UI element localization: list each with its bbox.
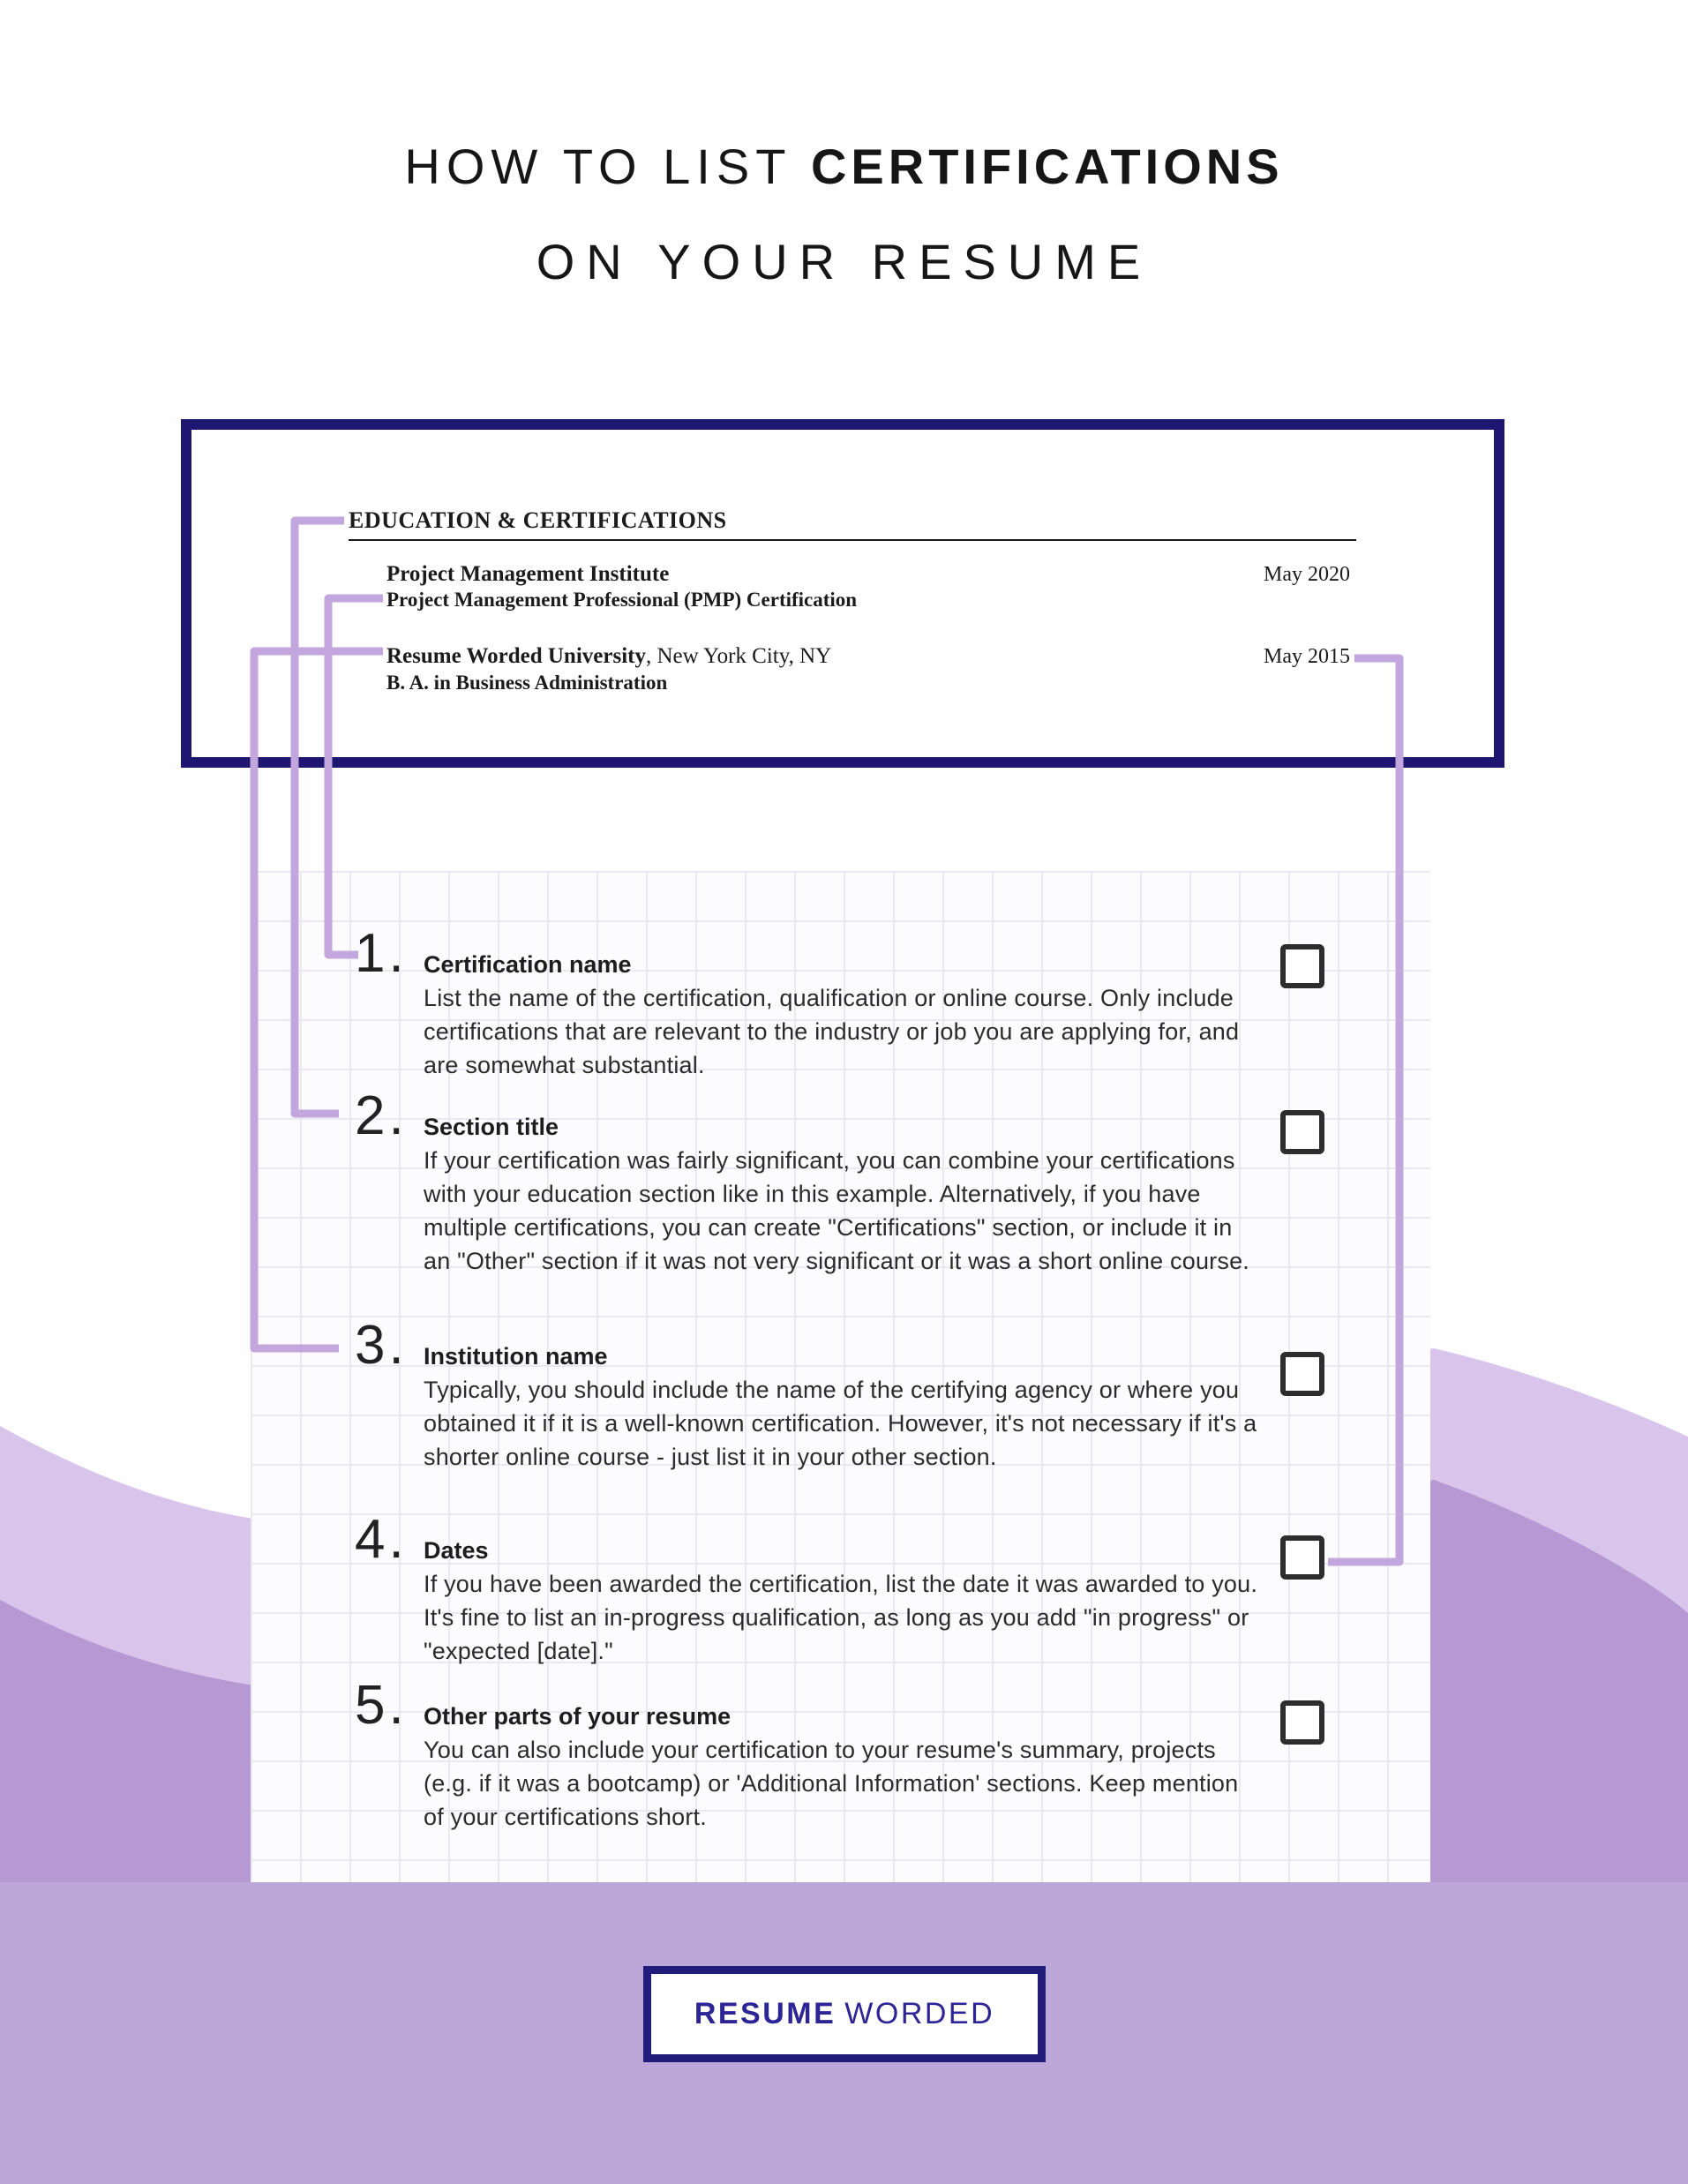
item-body [424, 1340, 1262, 1474]
checkbox-icon [1280, 1700, 1324, 1745]
resume-entry-detail: Project Management Professional (PMP) Certification [386, 589, 858, 611]
list-item [355, 1085, 1290, 1278]
item-body [424, 1110, 1262, 1278]
item-title: Dates [424, 1537, 489, 1564]
resume-entry-date: May 2015 [1264, 645, 1350, 668]
item-number: 2. [355, 1085, 408, 1146]
resume-entry-date: May 2020 [1264, 563, 1350, 586]
item-body [424, 948, 1262, 1082]
item-description: List the name of the certification, qualification or online course. Only include certifications that are relevant to the industry or job you are applying for, and are somewhat substantial. [424, 985, 1240, 1078]
page-title-regular: HOW TO LIST [404, 139, 811, 194]
checkbox-icon [1280, 944, 1324, 988]
item-description: You can also include your certification to your resume's summary, projects (e.g. if it was a bootcamp) or 'Additional Information' sections. Keep mention of your certifications short. [424, 1737, 1239, 1830]
item-number: 3. [355, 1315, 408, 1376]
resume-section-underline [349, 539, 1356, 541]
page-title [0, 138, 1688, 195]
resume-sample-box [181, 419, 1504, 768]
checkbox-icon [1280, 1535, 1324, 1580]
resume-entry-location: , New York City, NY [645, 644, 832, 668]
item-title: Certification name [424, 951, 632, 978]
item-description: If you have been awarded the certification, list the date it was awarded to you. It's fine to list an in-progress qualification, as long as you add "in progress" or "expected [date]." [424, 1571, 1258, 1664]
item-title: Institution name [424, 1343, 608, 1370]
checkbox-icon [1280, 1110, 1324, 1154]
item-description: If your certification was fairly significant, you can combine your certifications with your education section like in this example. Alternatively, if you have multiple certifications, you can create "Certifications" section, or include it in an "Other" section if it was not very significant or it was a short online course. [424, 1147, 1249, 1274]
list-item [355, 1315, 1290, 1474]
resume-entry-org: Resume Worded University, New York City, NY [386, 644, 832, 668]
item-number: 1. [355, 923, 408, 984]
page-title-bold: CERTIFICATIONS [810, 139, 1284, 194]
list-item [355, 1675, 1290, 1834]
page-subtitle: ON YOUR RESUME [536, 234, 1152, 289]
item-number: 5. [355, 1675, 408, 1736]
item-description: Typically, you should include the name of the certifying agency or where you obtained it if it is a well-known certification. However, it's not necessary if it's a shorter online course - just list it in your other section. [424, 1377, 1257, 1470]
list-item [355, 923, 1290, 1082]
item-title: Section title [424, 1114, 559, 1140]
logo-text-bold: RESUME [694, 1997, 836, 2030]
item-title: Other parts of your resume [424, 1703, 731, 1730]
item-body [424, 1700, 1262, 1834]
resume-worded-logo [643, 1966, 1046, 2062]
list-item [355, 1509, 1290, 1668]
item-number: 4. [355, 1509, 408, 1570]
resume-section-header: EDUCATION & CERTIFICATIONS [349, 507, 727, 533]
item-body [424, 1534, 1262, 1668]
logo-text [694, 1997, 994, 2031]
resume-entry-org: Project Management Institute [386, 562, 670, 586]
logo-text-regular: WORDED [844, 1997, 995, 2030]
checkbox-icon [1280, 1352, 1324, 1396]
resume-entry-detail: B. A. in Business Administration [386, 672, 668, 694]
